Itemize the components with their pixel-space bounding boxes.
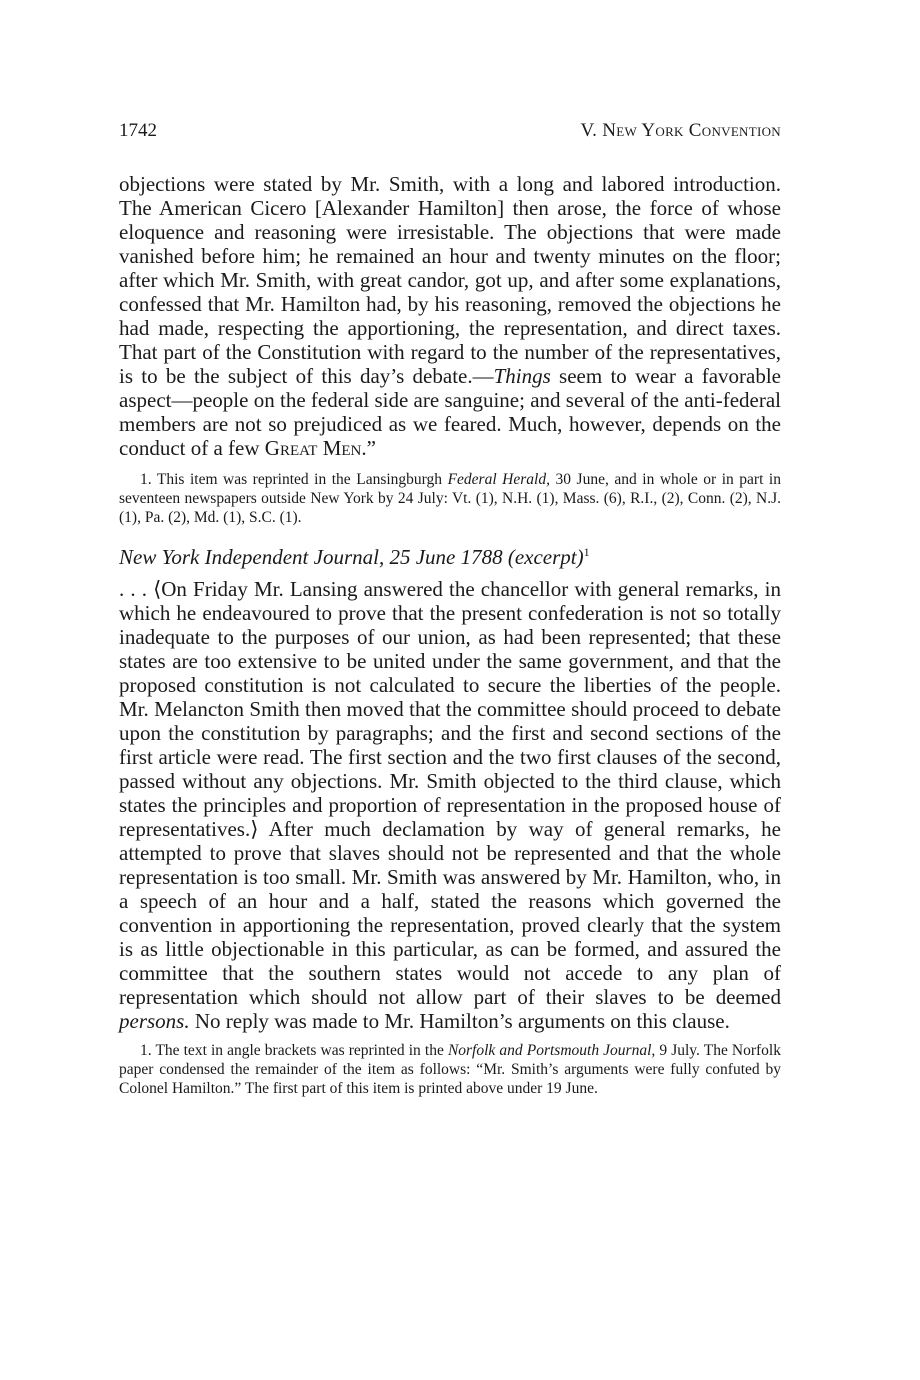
emphasis-text: Things (493, 364, 551, 388)
footnote-2 (119, 1041, 781, 1098)
footnote-text: 30 June, and in whole or in part in seventeen newspapers outside New York by 24 July: Vt. (1), N.H. (1), Mass. (6), R.I., (2), Conn. (2), N.J. (1), Pa. (2), Md. (1), S.C. (1). (119, 471, 781, 526)
body-paragraph-1 (119, 172, 781, 460)
heading-text: New York Independent Journal, 25 June 1788 (excerpt) (119, 545, 584, 569)
footnote-text: 9 July. The Norfolk paper condensed the remainder of the item as follows: “Mr. Smith’s arguments were fully confuted by Colonel Hamilton.” The first part of this item is printed above under 19 June. (119, 1042, 781, 1097)
footnote-block-1 (119, 470, 781, 527)
document-heading (119, 545, 781, 569)
footnote-text: 1. This item was reprinted in the Lansingburgh (140, 471, 448, 488)
footnote-italic: Norfolk and Portsmouth Journal, (447, 1042, 656, 1059)
footnote-text: 1. The text in angle brackets was reprinted in the (140, 1042, 448, 1059)
body-text: . . . ⟨On Friday Mr. Lansing answered the chancellor with general remarks, in which he endeavoured to prove that the present confederation is not so totally inadequate to the purposes of our union, as had been represented; that these states are too extensive to be united under the same government, and that the proposed constitution is not calculated to secure the liberties of the people. Mr. Melancton Smith then moved that the committee should proceed to debate upon the constitution by paragraphs; and the first and second sections of the first article were read. The first section and the two first clauses of the second, passed without any objections. Mr. Smith objected to the third clause, which states the principles and proportion of representation in the proposed house of representatives.⟩ After much declamation by way of general remarks, he attempted to prove that slaves should not be represented and that the whole representation is too small. Mr. Smith was answered by Mr. Hamilton, who, in a speech of an hour and a half, stated the reasons which governed the convention in apportioning the representation, proved clearly that the system is as little objectionable in this particular, as can be formed, and assured the committee that the southern states would not accede to any plan of representation which should not allow part of their slaves to be deemed (119, 577, 781, 1009)
body-text: .” (361, 436, 376, 460)
body-paragraph-2 (119, 577, 781, 1033)
document-page (119, 120, 781, 1098)
small-caps-text: Great Men (264, 436, 362, 460)
footnote-block-2 (119, 1041, 781, 1098)
footnote-1 (119, 470, 781, 527)
body-text: seem to wear a favorable aspect—people on the federal side are sanguine; and several of the anti-federal members are not so prejudiced as we feared. Much, however, depends on the conduct of a few (119, 364, 781, 460)
body-text: No reply was made to Mr. Hamilton’s arguments on this clause. (189, 1009, 730, 1033)
footnote-marker: 1 (583, 545, 590, 559)
emphasis-text: persons. (119, 1009, 190, 1033)
section-title: V. New York Convention (580, 120, 781, 141)
running-head (119, 120, 781, 142)
page-number: 1742 (119, 120, 157, 141)
footnote-italic: Federal Herald, (447, 471, 550, 488)
body-text: objections were stated by Mr. Smith, with a long and labored introduction. The American Cicero [Alexander Hamilton] then arose, the force of whose eloquence and reasoning were irresistable. The objections that were made vanished before him; he remained an hour and twenty minutes on the floor; after which Mr. Smith, with great candor, got up, and after some explanations, confessed that Mr. Hamilton had, by his reasoning, removed the objections he had made, respecting the apportioning, the representation, and direct taxes. That part of the Constitution with regard to the number of the representatives, is to be the subject of this day’s debate.— (119, 172, 781, 388)
